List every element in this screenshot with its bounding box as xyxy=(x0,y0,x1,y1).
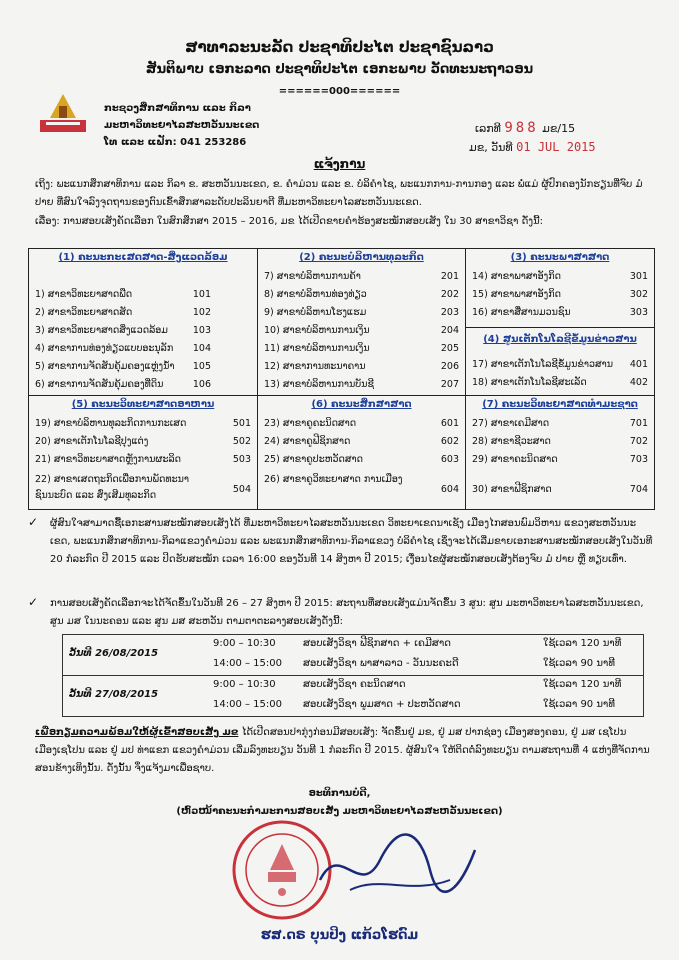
ref-label: ເລກທີ xyxy=(475,122,501,135)
schedule-day: ວັນທີ 27/08/2015 xyxy=(69,689,159,700)
major-name: 14) ສາຂາພາສາອັງກິດ xyxy=(472,271,561,282)
reference-number xyxy=(475,120,575,136)
signatory-role: (ຫົວໜ້າຄະນະກຳມະການສອບເສັງ ມະຫາວິທະຍາໄລສະຫວັນນະເຂດ) xyxy=(176,806,503,817)
major-name: 29) ສາຂາຄະນິດສາດ xyxy=(472,454,558,465)
major-name: 20) ສາຂາເຕັກໂນໂລຊີປຸງແຕ່ງ xyxy=(35,436,149,447)
addressee-paragraph: ເຖິງ: ພະແນກສຶກສາທິການ ແລະ ກິລາ ຂ. ສະຫວັນນະເຂດ, ຂ. ຄຳມ່ວນ ແລະ ຂ. ບໍລິຄຳໄຊ, ພະແນກການ-ການກອງ ແລະ ພໍ່ແມ່ ຜູ້ປົກຄອງນັກຮຽນທີ່ຈົບ ມໍ ປາຍ ທີ່ສົນໃຈລົງຈຸດຖານຂອງຕົນເຂົ້າສຶກສາລະດັບປະລິນຍາຕີ ທີ່ມະຫາວິທະຍາໄລສະຫວັນນະເຂດ. xyxy=(35,179,643,208)
major-code: 203 xyxy=(440,307,459,318)
major-code: 402 xyxy=(629,377,648,388)
schedule-day: ວັນທີ 26/08/2015 xyxy=(69,648,159,659)
major-row xyxy=(35,343,251,361)
major-name: 11) ສາຂາບໍລິຫານການເງິນ xyxy=(264,343,370,354)
tutoring-note xyxy=(35,724,650,778)
major-row xyxy=(264,418,459,436)
major-code: 201 xyxy=(440,271,459,282)
major-code: 105 xyxy=(192,361,211,372)
major-code: 602 xyxy=(440,436,459,447)
session-time: 9:00 – 10:30 xyxy=(213,638,276,649)
major-code: 503 xyxy=(232,454,251,465)
faculty-heading: (3) ຄະນະພາສາສາດ xyxy=(510,252,610,263)
faculty-box-1 xyxy=(28,248,258,396)
ref-suffix: ມຂ/15 xyxy=(542,122,576,135)
schedule-day-row xyxy=(62,634,644,676)
major-code: 703 xyxy=(629,454,648,465)
signatory-title: ອະທິການບໍດີ, xyxy=(308,788,371,799)
major-code: 701 xyxy=(629,418,648,429)
major-name: 3) ສາຂາວິທະຍາສາດສິ່ງແວດລ້ອມ xyxy=(35,325,168,336)
major-name: 30) ສາຂາຟີຊິກສາດ xyxy=(472,484,552,495)
signature-icon xyxy=(310,820,480,910)
tutoring-text: ໄດ້ເປີດສອນປາກຸ່ງກ່ອນມີສອບເສັງ: ຈັດຂຶ້ນຢູ່ ມຂ, ຢູ່ ມສ ປາກຊ່ອງ ເມືອງສອງຄອນ, ຢູ່ ມສ ເຊໂປນ ເມືອງເຊໂປນ ແລະ ຢູ່ ມປ ທ່າແຂກ ແຂວງຄຳມ່ວນ ເລີ່ມລົງທະບຽນ ວັນທີ 1 ກໍລະກົດ ປີ 2015. ຜູ້ສົນໃຈ ໃຫ້ຕິດຕໍ່ລົງທະບຽນ ຕາມສະຖານທີ່ 4 ແຫ່ງທີ່ຈັດການສອນຂ້າງເທິງນັ້ນ. ດັ່ງນັ້ນ ຈຶ່ງແຈ້ງມາເພື່ອຊາບ. xyxy=(35,727,650,774)
major-name: 12) ສາຂາການທະນາຄານ xyxy=(264,361,366,372)
major-row xyxy=(35,454,251,472)
document-title: ແຈ້ງການ xyxy=(313,157,366,171)
major-name: 26) ສາຂາຄູວິທະຍາສາດ ການເມືອງ xyxy=(264,474,403,485)
major-row xyxy=(472,289,648,307)
major-code: 401 xyxy=(629,359,648,370)
session-subject: ສອບເສັງວິຊາ ພູມສາດ + ປະຫວັດສາດ xyxy=(303,699,461,710)
faculty-box-7 xyxy=(465,395,655,510)
major-row xyxy=(264,343,459,361)
major-code: 702 xyxy=(629,436,648,447)
major-row xyxy=(264,436,459,454)
major-row xyxy=(264,361,459,379)
major-row xyxy=(35,436,251,454)
major-name: 17) ສາຂາເຕັກໂນໂລຊີຂໍ້ມູນຂ່າວສານ xyxy=(472,359,614,370)
major-row xyxy=(472,484,648,502)
major-name: 9) ສາຂາບໍລິຫານໂຮງແຮມ xyxy=(264,307,367,318)
faculty-heading: (6) ຄະນະສຶກສາສາດ xyxy=(311,399,412,410)
faculty-heading: (4) ສູນເຕັກໂນໂລຊີຂໍ້ມູນຂ່າວສານ xyxy=(483,334,637,345)
major-name: 21) ສາຂາວິທະຍາສາດຫຼັງການຜະລິດ xyxy=(35,454,182,465)
major-name: 18) ສາຂາເຕັກໂນໂລຊີສະເລັດ xyxy=(472,377,587,388)
major-code: 604 xyxy=(440,484,459,495)
faculty-box-4 xyxy=(465,327,655,396)
major-name: 7) ສາຂາບໍລິຫານການຄ້າ xyxy=(264,271,361,282)
session-time: 14:00 – 15:00 xyxy=(213,699,282,710)
major-row xyxy=(264,325,459,343)
major-code: 302 xyxy=(629,289,648,300)
major-row xyxy=(35,418,251,436)
major-row xyxy=(472,377,648,395)
major-name: 23) ສາຂາຄູຄະນິດສາດ xyxy=(264,418,357,429)
tutoring-heading: ເພື່ອກຽມຄວາມພ້ອມໃຫ້ຜູ້ເຂົ້າສອບເສັງ ມຂ xyxy=(35,727,239,738)
major-name: 13) ສາຂາບໍລິຫານການບັນຊີ xyxy=(264,379,374,390)
major-row xyxy=(472,454,648,472)
date-value: 01 JUL 2015 xyxy=(516,140,596,154)
application-note: ຜູ້ສົນໃຈສາມາດຊື້ເອກະສານສະໝັກສອບເສັງໄດ້ ທີ່ມະຫາວິທະຍາໄລສະຫວັນນະເຂດ ວິທະຍາເຂດນາເຊັງ ເມືອງໄກສອນພົມວິຫານ ແຂວງສະຫວັນນະເຂດ, ພະແນກສຶກສາທິການ-ກິລາແຂວງຄຳມ່ວນ ແລະ ພະແນກສຶກສາທິການ-ກິລາແຂວງ ບໍລິຄຳໄຊ ເຊິ່ງຈະໄດ້ເລີ່ມຂາຍເອກະສານສະໝັກສອບເສັງໃນວັນທີ 20 ກໍລະກົດ ປີ 2015 ແລະ ປິດຮັບສະໝັກ ເວລາ 16:00 ຂອງວັນທີ 14 ສິງຫາ ປີ 2015; ເງື່ອນໄຂຜູ້ສະໝັກສອບເສັງຕ້ອງຈົບ ມໍ ປາຍ ຫຼື ທຽບເທົ່າ. xyxy=(50,518,653,565)
major-name: 24) ສາຂາຄູຟີຊິກສາດ xyxy=(264,436,351,447)
major-row xyxy=(35,361,251,379)
university-logo xyxy=(38,92,88,136)
major-row xyxy=(264,454,459,472)
signer-name: ຮສ.ດຣ ບຸນປິງ ແກ້ວໂຮດົມ xyxy=(260,928,419,943)
major-row xyxy=(35,289,251,307)
major-name: 16) ສາຂາສື່ສານມວນຊົນ xyxy=(472,307,571,318)
major-name: 4) ສາຂາການທ່ອງທ່ຽວແບບອະນຸລັກ xyxy=(35,343,174,354)
session-duration: ໃຊ້ເວລາ 90 ນາທີ xyxy=(543,658,615,669)
major-name: 5) ສາຂາການຈັດສັນຄຸ້ມຄອງແຫຼ່ງນ້ຳ xyxy=(35,361,175,372)
session-subject: ສອບເສັງວິຊາ ຟີຊິກສາດ + ເຄມີສາດ xyxy=(303,638,451,649)
major-row xyxy=(35,325,251,343)
major-name: 1) ສາຂາວິທະຍາສາດພືດ xyxy=(35,289,133,300)
major-name: 25) ສາຂາຄູປະຫວັດສາດ xyxy=(264,454,364,465)
major-code: 601 xyxy=(440,418,459,429)
session-duration: ໃຊ້ເວລາ 90 ນາທີ xyxy=(543,699,615,710)
date-label: ມຂ, ວັນທີ xyxy=(469,141,513,154)
major-name: 6) ສາຂາການຈັດສັນຄຸ້ມຄອງທີ່ດິນ xyxy=(35,379,164,390)
major-name: 15) ສາຂາພາສາອັງກິດ xyxy=(472,289,561,300)
major-code: 502 xyxy=(232,436,251,447)
faculty-heading: (1) ຄະນະກະເສດສາດ-ສິ່ງແວດລ້ອມ xyxy=(58,252,228,263)
major-code: 603 xyxy=(440,454,459,465)
session-subject: ສອບເສັງວິຊາ ພາສາລາວ - ວັນນະຄະດີ xyxy=(303,658,459,669)
major-code: 501 xyxy=(232,418,251,429)
session-duration: ໃຊ້ເວລາ 120 ນາທີ xyxy=(543,638,622,649)
major-row xyxy=(264,271,459,289)
major-code: 204 xyxy=(440,325,459,336)
major-row xyxy=(472,307,648,325)
major-code: 202 xyxy=(440,289,459,300)
major-code: 301 xyxy=(629,271,648,282)
major-row xyxy=(35,472,251,506)
major-name: 28) ສາຂາຊີວະສາດ xyxy=(472,436,551,447)
major-code: 103 xyxy=(192,325,211,336)
major-row xyxy=(264,472,459,506)
check-bullet-icon: ✓ xyxy=(28,595,39,609)
major-name: 8) ສາຂາບໍລິຫານທ່ອງທ່ຽວ xyxy=(264,289,367,300)
subject-paragraph: ເລື່ອງ: ການສອບເສັງຄັດເລືອກ ໃນສົກສຶກສາ 2015 – 2016, ມຂ ໄດ້ເປີດຂາຍຄຳຮ້ອງສະໝັກສອບເສັງ ໃນ 30 ສາຂາວິຊາ ດັ່ງນີ້: xyxy=(35,216,544,227)
major-code: 207 xyxy=(440,379,459,390)
major-row xyxy=(472,418,648,436)
faculty-heading: (7) ຄະນະວິທະຍາສາດທຳມະຊາດ xyxy=(482,399,638,410)
session-duration: ໃຊ້ເວລາ 120 ນາທີ xyxy=(543,679,622,690)
major-row xyxy=(472,359,648,377)
major-code: 206 xyxy=(440,361,459,372)
major-row xyxy=(472,271,648,289)
major-name: 10) ສາຂາບໍລິຫານການເງິນ xyxy=(264,325,370,336)
session-subject: ສອບເສັງວິຊາ ຄະນິດສາດ xyxy=(303,679,406,690)
phone-fax: ໂທ ແລະ ແຟັກ: 041 253286 xyxy=(104,137,247,148)
ref-value: 988 xyxy=(504,120,539,136)
session-time: 9:00 – 10:30 xyxy=(213,679,276,690)
check-bullet-icon: ✓ xyxy=(28,515,39,529)
faculty-heading: (5) ຄະນະວິທະຍາສາດອາຫານ xyxy=(71,399,215,410)
issuer-block xyxy=(104,100,259,151)
major-row xyxy=(35,307,251,325)
faculty-grid xyxy=(28,248,655,510)
exam-note: ການສອບເສັງຄັດເລືອກຈະໄດ້ຈັດຂຶ້ນໃນວັນທີ 26 – 27 ສິງຫາ ປີ 2015: ສະຖານທີ່ສອບເສັງແມ່ນຈັດຂຶ້ນ 3 ສູນ: ສູນ ມະຫາວິທະຍາໄລສະຫວັນນະເຂດ, ສູນ ມສ ໃນນະຄອນ ແລະ ສູນ ມສ ສະຫວັນ ຕາມຕາຕະລາງສອບເສັງດັ່ງນີ້: xyxy=(50,598,644,627)
major-row xyxy=(264,307,459,325)
major-name: 19) ສາຂາບໍລິຫານທຸລະກິດການກະເສດ xyxy=(35,418,187,429)
ministry-name: ກະຊວງສຶກສາທິການ ແລະ ກິລາ xyxy=(104,103,251,114)
major-code: 303 xyxy=(629,307,648,318)
faculty-box-2 xyxy=(257,248,466,396)
major-code: 106 xyxy=(192,379,211,390)
faculty-heading: (2) ຄະນະບໍລິຫານທຸລະກິດ xyxy=(299,252,424,263)
exam-schedule-table xyxy=(62,634,644,716)
major-row xyxy=(264,289,459,307)
session-time: 14:00 – 15:00 xyxy=(213,658,282,669)
major-code: 101 xyxy=(192,289,211,300)
major-row xyxy=(472,436,648,454)
faculty-box-6 xyxy=(257,395,466,510)
faculty-box-5 xyxy=(28,395,258,510)
faculty-box-3 xyxy=(465,248,655,328)
major-code: 104 xyxy=(192,343,211,354)
major-name: 27) ສາຂາເຄມີສາດ xyxy=(472,418,550,429)
state-motto: ສັນຕິພາບ ເອກະລາດ ປະຊາທິປະໄຕ ເອກະພາບ ວັດທະນະຖາວອນ xyxy=(145,62,534,77)
major-name: 22) ສາຂາເສດຖະກິດເພື່ອການພັດທະນາ ຊົນນະບົດ ແລະ ສົ່ງເສີມທຸລະກິດ xyxy=(35,474,190,501)
schedule-day-row xyxy=(62,675,644,717)
major-code: 504 xyxy=(232,484,251,495)
major-code: 102 xyxy=(192,307,211,318)
state-header: ສາທາລະນະລັດ ປະຊາທິປະໄຕ ປະຊາຊົນລາວ xyxy=(185,38,494,56)
university-name: ມະຫາວິທະຍາໄລສະຫວັນນະເຂດ xyxy=(104,120,260,131)
major-code: 205 xyxy=(440,343,459,354)
issue-date xyxy=(469,140,596,154)
major-name: 2) ສາຂາວິທະຍາສາດສັດ xyxy=(35,307,133,318)
major-code: 704 xyxy=(629,484,648,495)
header-divider: ======000====== xyxy=(278,86,401,97)
